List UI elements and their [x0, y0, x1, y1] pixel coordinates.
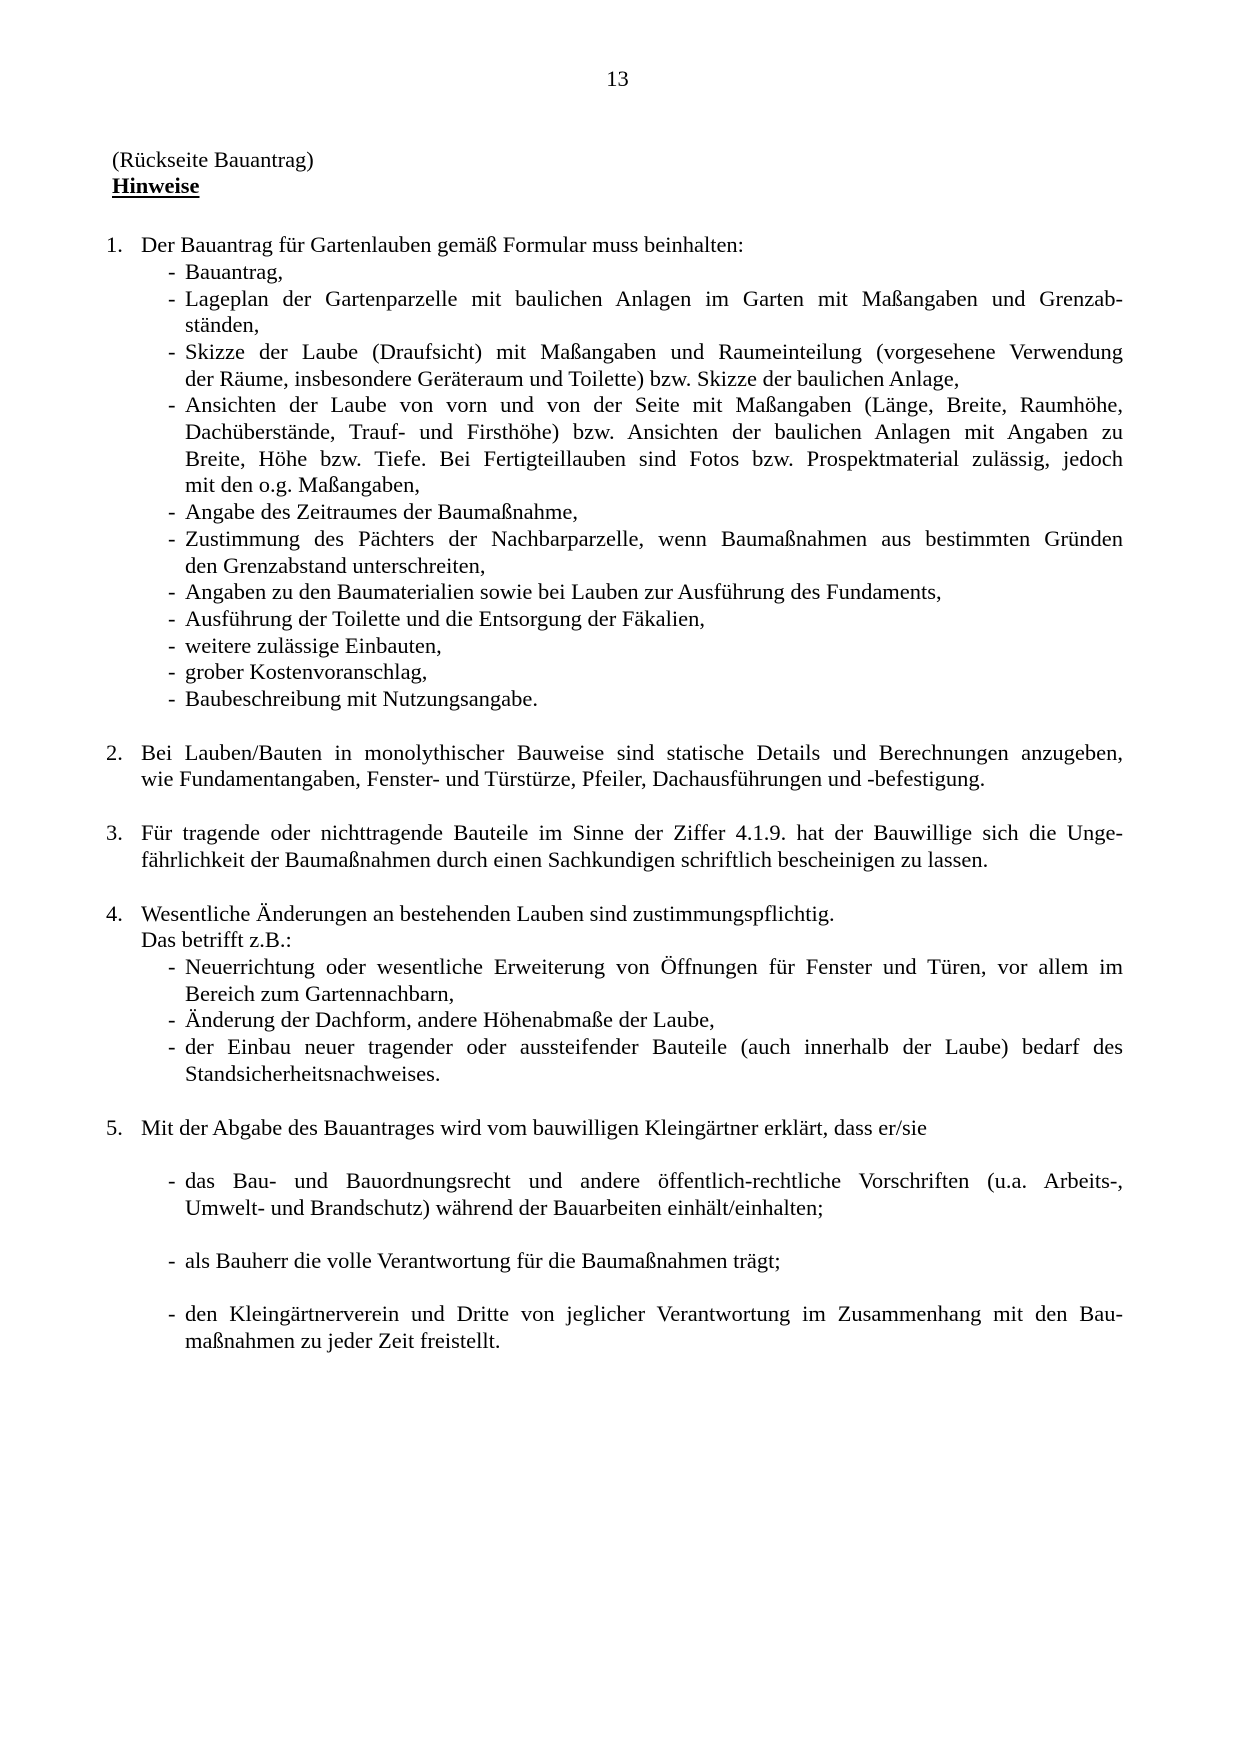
- text-line: Änderung der Dachform, andere Höhenabmaße der Laube,: [185, 1007, 715, 1033]
- subitem-paragraph: [185, 392, 1123, 499]
- text-line: Bereich zum Gartennachbarn,: [185, 980, 455, 1006]
- list-item: [106, 820, 1123, 873]
- text-line: Ansichten der Laube von vorn und von der Seite mit Maßangaben (Länge, Breite, Raumhöhe,: [185, 392, 1123, 418]
- subitem-paragraph: [185, 633, 1123, 660]
- text-line: fährlichkeit der Baumaßnahmen durch einen Sachkundigen schriftlich bescheinigen zu lassen.: [141, 846, 989, 872]
- text-line: Bei Lauben/Bauten in monolythischer Bauweise sind statische Details und Berechnungen anzugeben,: [141, 739, 1123, 765]
- subitem-body: [185, 633, 1123, 660]
- subitem-paragraph: [185, 954, 1123, 1007]
- subitem: [168, 1248, 1123, 1275]
- subitem-body: [185, 1301, 1123, 1354]
- text-line: Neuerrichtung oder wesentliche Erweiterung von Öffnungen für Fenster und Türen, vor allem im: [185, 953, 1123, 979]
- subitem-body: [185, 259, 1123, 286]
- subitem-paragraph: [185, 286, 1123, 339]
- hyphen-bullet: -: [168, 632, 176, 658]
- list-item: [106, 1115, 1123, 1142]
- subitem-paragraph: [185, 259, 1123, 286]
- list-item: [106, 232, 1123, 259]
- hyphen-bullet: -: [168, 392, 176, 418]
- hyphen-bullet: -: [168, 525, 176, 551]
- page-number: 13: [606, 66, 629, 91]
- item-number: 4.: [106, 900, 123, 926]
- subitem: [168, 499, 1123, 526]
- subitem: [168, 954, 1123, 1007]
- subitem-paragraph: [185, 1301, 1123, 1354]
- subitem: [168, 1034, 1123, 1087]
- text-line: ständen,: [185, 312, 260, 338]
- text-line: wie Fundamentangaben, Fenster- und Türstürze, Pfeiler, Dachausführungen und -befestigung.: [141, 766, 986, 792]
- text-line: maßnahmen zu jeder Zeit freistellt.: [185, 1328, 501, 1354]
- subitem-paragraph: [185, 1034, 1123, 1087]
- item-body: [141, 740, 1123, 793]
- list-item: [106, 901, 1123, 954]
- subitem-body: [185, 499, 1123, 526]
- item-paragraph: [141, 927, 1123, 954]
- subitem-paragraph: [185, 1168, 1123, 1221]
- text-line: den Kleingärtnerverein und Dritte von jeglicher Verantwortung im Zusammenhang mit den Bau-: [185, 1301, 1123, 1327]
- text-line: Für tragende oder nichttragende Bauteile im Sinne der Ziffer 4.1.9. hat der Bauwillige sich die Unge-: [141, 820, 1123, 846]
- text-line: grober Kostenvoranschlag,: [185, 659, 428, 685]
- subitem-body: [185, 579, 1123, 606]
- subitem: [168, 686, 1123, 713]
- hyphen-bullet: -: [168, 579, 176, 605]
- subitem-body: [185, 286, 1123, 339]
- item-number: 2.: [106, 739, 123, 765]
- subitem-body: [185, 526, 1123, 579]
- hyphen-bullet: -: [168, 1007, 176, 1033]
- item-number: 5.: [106, 1114, 123, 1140]
- subitem-body: [185, 686, 1123, 713]
- back-label: (Rückseite Bauantrag): [112, 146, 314, 172]
- subitem: [168, 1168, 1123, 1221]
- subitem: [168, 259, 1123, 286]
- subitem-paragraph: [185, 499, 1123, 526]
- item-paragraph: [141, 901, 1123, 928]
- subitem-paragraph: [185, 659, 1123, 686]
- item-body: [141, 901, 1123, 954]
- text-line: Das betrifft z.B.:: [141, 927, 292, 953]
- subitem: [168, 579, 1123, 606]
- subitem-body: [185, 339, 1123, 392]
- subitem-list: [112, 954, 1123, 1088]
- item-number: 1.: [106, 232, 123, 258]
- subitem: [168, 659, 1123, 686]
- subitem: [168, 606, 1123, 633]
- text-line: Der Bauantrag für Gartenlauben gemäß Formular muss beinhalten:: [141, 232, 744, 258]
- subitem-body: [185, 1034, 1123, 1087]
- item-body: [141, 232, 1123, 259]
- subitem-body: [185, 659, 1123, 686]
- text-line: Angabe des Zeitraumes der Baumaßnahme,: [185, 499, 578, 525]
- hyphen-bullet: -: [168, 338, 176, 364]
- subitem: [168, 526, 1123, 579]
- subitem-body: [185, 1248, 1123, 1275]
- text-line: Ausführung der Toilette und die Entsorgung der Fäkalien,: [185, 605, 705, 631]
- text-line: Umwelt- und Brandschutz) während der Bauarbeiten einhält/einhalten;: [185, 1194, 824, 1220]
- text-line: mit den o.g. Maßangaben,: [185, 472, 420, 498]
- text-line: Wesentliche Änderungen an bestehenden Lauben sind zustimmungspflichtig.: [141, 900, 835, 926]
- subitem-body: [185, 1168, 1123, 1221]
- hyphen-bullet: -: [168, 1034, 176, 1060]
- text-line: Skizze der Laube (Draufsicht) mit Maßangaben und Raumeinteilung (vorgesehene Verwendung: [185, 338, 1123, 364]
- subitem-paragraph: [185, 686, 1123, 713]
- hyphen-bullet: -: [168, 686, 176, 712]
- subitem-paragraph: [185, 606, 1123, 633]
- subitem-list: [112, 1168, 1123, 1355]
- item-paragraph: [141, 740, 1123, 793]
- text-line: weitere zulässige Einbauten,: [185, 632, 442, 658]
- hyphen-bullet: -: [168, 659, 176, 685]
- subitem-paragraph: [185, 526, 1123, 579]
- subitem: [168, 392, 1123, 499]
- text-line: Angaben zu den Baumaterialien sowie bei Lauben zur Ausführung des Fundaments,: [185, 579, 942, 605]
- hyphen-bullet: -: [168, 1167, 176, 1193]
- hyphen-bullet: -: [168, 605, 176, 631]
- page-content: [106, 0, 1123, 1355]
- hyphen-bullet: -: [168, 1247, 176, 1273]
- text-line: Zustimmung des Pächters der Nachbarparzelle, wenn Baumaßnahmen aus bestimmten Gründen: [185, 525, 1123, 551]
- subitem: [168, 633, 1123, 660]
- text-line: der Einbau neuer tragender oder aussteifender Bauteile (auch innerhalb der Laube) bedarf des: [185, 1034, 1123, 1060]
- page-heading: Hinweise: [112, 173, 200, 199]
- hyphen-bullet: -: [168, 1301, 176, 1327]
- item-paragraph: [141, 820, 1123, 873]
- subitem-paragraph: [185, 339, 1123, 392]
- item-body: [141, 1115, 1123, 1142]
- hyphen-bullet: -: [168, 499, 176, 525]
- text-line: Baubeschreibung mit Nutzungsangabe.: [185, 686, 539, 712]
- text-line: Breite, Höhe bzw. Tiefe. Bei Fertigteillauben sind Fotos bzw. Prospektmaterial zulässig, jedoch: [185, 445, 1123, 471]
- subitem-paragraph: [185, 1248, 1123, 1275]
- hyphen-bullet: -: [168, 953, 176, 979]
- text-line: Standsicherheitsnachweises.: [185, 1060, 441, 1086]
- text-line: das Bau- und Bauordnungsrecht und andere öffentlich-rechtliche Vorschriften (u.a. Arbeits-,: [185, 1167, 1123, 1193]
- item-paragraph: [141, 1115, 1123, 1142]
- item-paragraph: [141, 232, 1123, 259]
- item-number: 3.: [106, 820, 123, 846]
- subitem: [168, 1301, 1123, 1354]
- text-line: Mit der Abgabe des Bauantrages wird vom bauwilligen Kleingärtner erklärt, dass er/sie: [141, 1114, 928, 1140]
- text-line: den Grenzabstand unterschreiten,: [185, 552, 486, 578]
- hinweise-list: [106, 232, 1123, 1355]
- subitem-body: [185, 392, 1123, 499]
- item-body: [141, 820, 1123, 873]
- subitem-paragraph: [185, 579, 1123, 606]
- text-line: Dachüberstände, Trauf- und Firsthöhe) bzw. Ansichten der baulichen Anlagen mit Angaben zu: [185, 419, 1123, 445]
- text-line: Bauantrag,: [185, 258, 284, 284]
- hyphen-bullet: -: [168, 258, 176, 284]
- subitem-body: [185, 954, 1123, 1007]
- subitem-paragraph: [185, 1007, 1123, 1034]
- subitem: [168, 286, 1123, 339]
- subitem-list: [112, 259, 1123, 713]
- list-item: [106, 740, 1123, 793]
- subitem-body: [185, 606, 1123, 633]
- text-line: Lageplan der Gartenparzelle mit baulichen Anlagen im Garten mit Maßangaben und Grenzab-: [185, 285, 1123, 311]
- text-line: der Räume, insbesondere Geräteraum und Toilette) bzw. Skizze der baulichen Anlage,: [185, 365, 960, 391]
- subitem: [168, 339, 1123, 392]
- text-line: als Bauherr die volle Verantwortung für die Baumaßnahmen trägt;: [185, 1247, 781, 1273]
- subitem-body: [185, 1007, 1123, 1034]
- hyphen-bullet: -: [168, 285, 176, 311]
- subitem: [168, 1007, 1123, 1034]
